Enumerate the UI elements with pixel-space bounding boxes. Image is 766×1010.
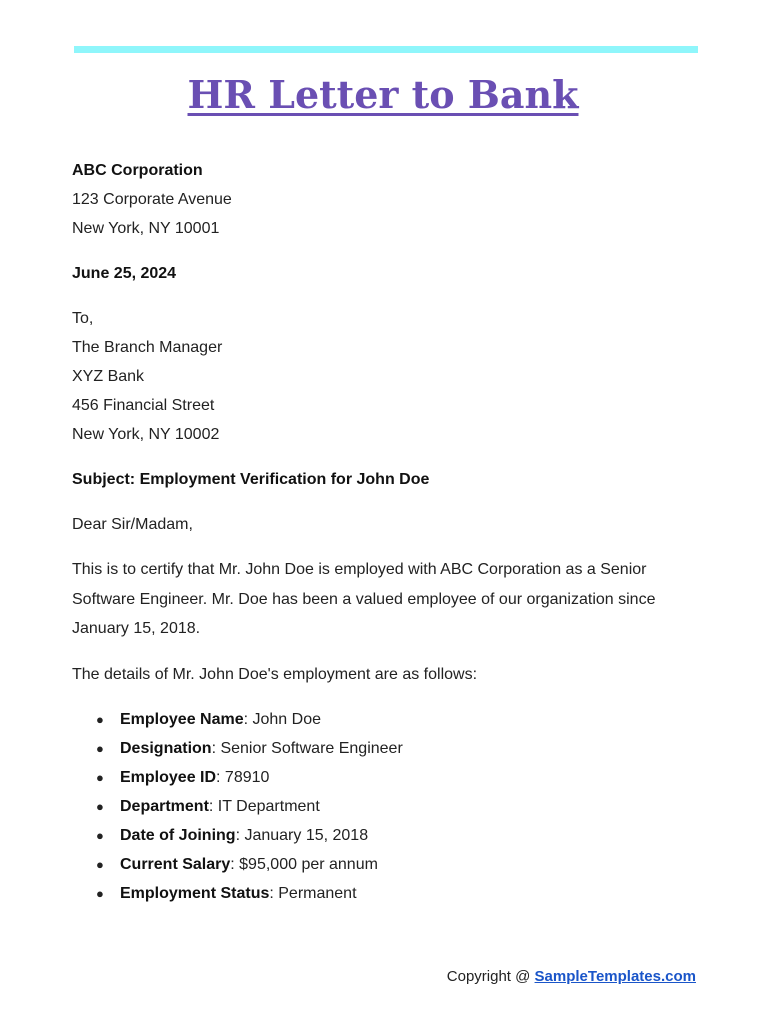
sender-address-line2: New York, NY 10001 — [72, 220, 220, 237]
list-item — [72, 792, 702, 821]
recipient-to: To, — [72, 310, 94, 327]
recipient-bank: XYZ Bank — [72, 368, 145, 385]
detail-label: Employee Name — [120, 711, 244, 728]
detail-value: : $95,000 per annum — [230, 856, 378, 873]
list-item — [72, 763, 702, 792]
recipient-name: The Branch Manager — [72, 339, 223, 356]
letter-subject: Subject: Employment Verification for John Doe — [72, 471, 430, 488]
recipient-address-line2: New York, NY 10002 — [72, 426, 220, 443]
detail-label: Employment Status — [120, 885, 270, 902]
list-item — [72, 879, 702, 908]
letter-body — [72, 156, 702, 908]
salutation-block — [72, 510, 702, 539]
employment-details-list — [72, 705, 702, 908]
subject-block — [72, 465, 702, 494]
paragraph-line: January 15, 2018. — [72, 620, 201, 637]
detail-label: Designation — [120, 740, 212, 757]
sender-company: ABC Corporation — [72, 162, 203, 179]
bullet-icon: ● — [96, 770, 104, 785]
detail-value: : John Doe — [243, 711, 321, 728]
bullet-icon: ● — [96, 828, 104, 843]
bullet-icon: ● — [96, 799, 104, 814]
list-item — [72, 705, 702, 734]
list-item — [72, 850, 702, 879]
list-item — [72, 821, 702, 850]
bullet-icon: ● — [96, 741, 104, 756]
top-accent-bar — [74, 46, 698, 53]
page-title: HR Letter to Bank — [187, 72, 579, 117]
paragraph-details-intro — [72, 660, 702, 690]
detail-value: : 78910 — [216, 769, 270, 786]
salutation: Dear Sir/Madam, — [72, 516, 193, 533]
letter-date: June 25, 2024 — [72, 265, 177, 282]
detail-label: Current Salary — [120, 856, 231, 873]
paragraph-line: Software Engineer. Mr. Doe has been a valued employee of our organization since — [72, 590, 656, 608]
bullet-icon: ● — [96, 886, 104, 901]
list-item — [72, 734, 702, 763]
copyright-footer — [447, 968, 696, 985]
detail-value: : Permanent — [269, 885, 357, 902]
recipient-address-line1: 456 Financial Street — [72, 397, 215, 414]
copyright-prefix: Copyright @ — [446, 968, 535, 985]
bullet-icon: ● — [96, 712, 104, 727]
date-block — [72, 259, 702, 288]
sender-address-line1: 123 Corporate Avenue — [72, 191, 232, 208]
sampletemplates-link[interactable]: SampleTemplates.com — [534, 968, 696, 985]
detail-label: Date of Joining — [120, 827, 236, 844]
detail-value: : January 15, 2018 — [235, 827, 369, 844]
detail-value: : IT Department — [208, 798, 320, 815]
bullet-icon: ● — [96, 857, 104, 872]
sender-block — [72, 156, 702, 243]
detail-value: : Senior Software Engineer — [211, 740, 403, 757]
paragraph-line: This is to certify that Mr. John Doe is employed with ABC Corporation as a Senior — [72, 561, 647, 578]
detail-label: Employee ID — [120, 769, 217, 786]
paragraph-certification — [72, 555, 702, 644]
details-intro-text: The details of Mr. John Doe's employment are as follows: — [72, 665, 478, 683]
recipient-block — [72, 304, 702, 449]
detail-label: Department — [120, 798, 209, 815]
